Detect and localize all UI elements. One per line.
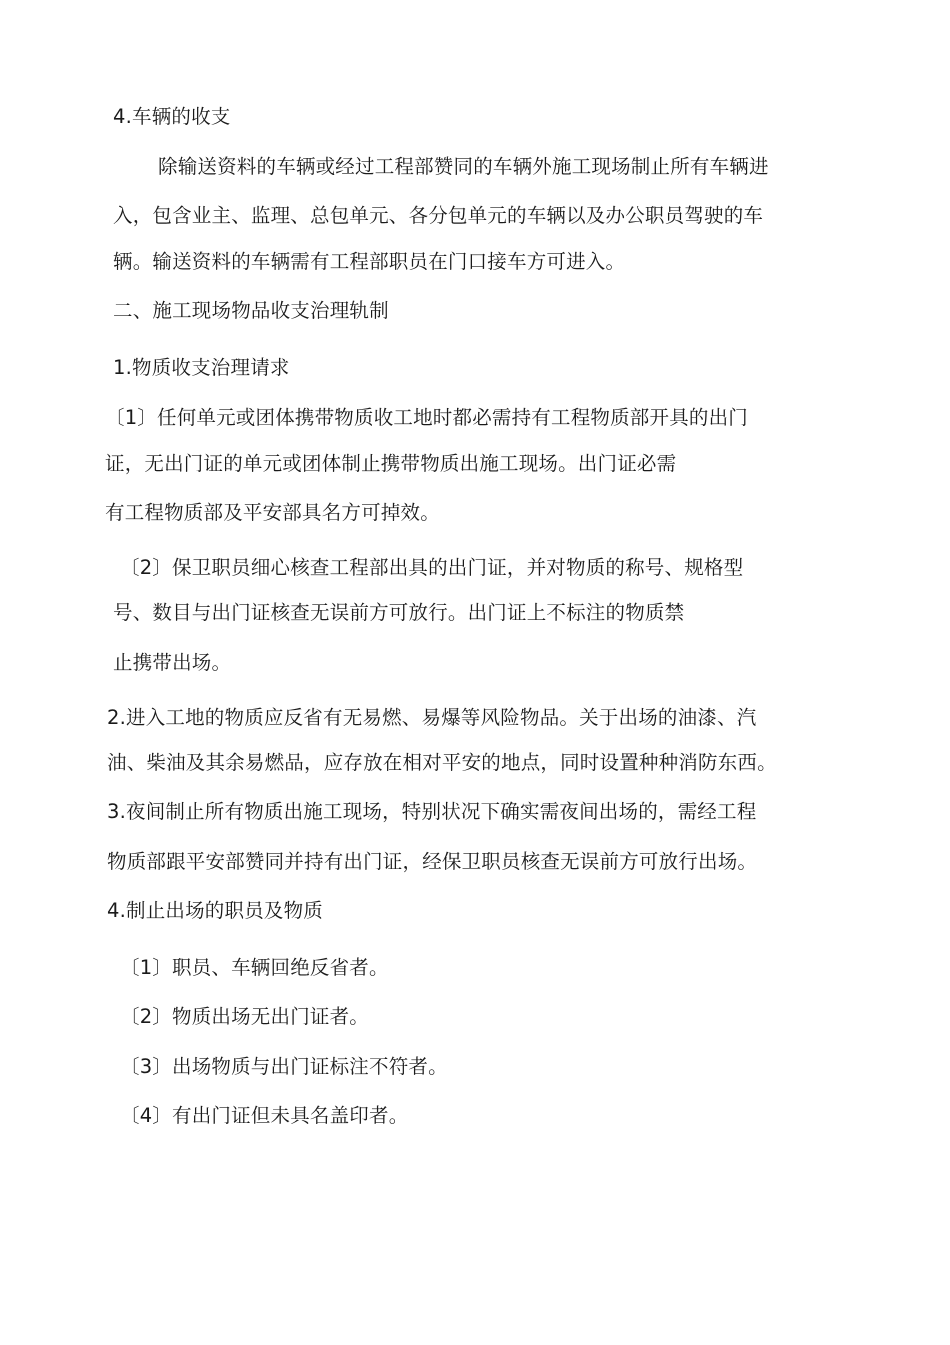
list-item: 〔1〕职员、车辆回绝反省者。 bbox=[120, 956, 389, 979]
chapter-heading: 二、施工现场物品收支治理轨制 bbox=[113, 299, 389, 322]
paragraph-line: 2.进入工地的物质应反省有无易燃、易爆等风险物品。关于出场的油漆、汽 bbox=[107, 706, 757, 729]
section-heading: 1.物质收支治理请求 bbox=[113, 356, 290, 379]
list-item: 〔3〕出场物质与出门证标注不符者。 bbox=[120, 1055, 448, 1078]
section-heading-vehicles: 4.车辆的收支 bbox=[113, 105, 231, 128]
section-heading: 4.制止出场的职员及物质 bbox=[107, 899, 324, 922]
paragraph-line: 3.夜间制止所有物质出施工现场，特别状况下确实需夜间出场的，需经工程 bbox=[107, 800, 757, 823]
paragraph-line: 号、数目与出门证核查无误前方可放行。出门证上不标注的物质禁 bbox=[113, 601, 685, 624]
paragraph-line: 〔1〕任何单元或团体携带物质收工地时都必需持有工程物质部开具的出门 bbox=[105, 406, 749, 429]
paragraph-line: 有工程物质部及平安部具名方可掉效。 bbox=[105, 501, 440, 524]
paragraph-line: 证，无出门证的单元或团体制止携带物质出施工现场。出门证必需 bbox=[105, 452, 677, 475]
paragraph-line: 止携带出场。 bbox=[113, 651, 232, 674]
paragraph-line: 除输送资料的车辆或经过工程部赞同的车辆外施工现场制止所有车辆进 bbox=[158, 155, 769, 178]
paragraph-line: 入，包含业主、监理、总包单元、各分包单元的车辆以及办公职员驾驶的车 bbox=[113, 204, 764, 227]
list-item: 〔4〕有出门证但未具名盖印者。 bbox=[120, 1104, 409, 1127]
paragraph-line: 物质部跟平安部赞同并持有出门证，经保卫职员核查无误前方可放行出场。 bbox=[107, 850, 758, 873]
paragraph-line: 〔2〕保卫职员细心核查工程部出具的出门证，并对物质的称号、规格型 bbox=[120, 556, 744, 579]
paragraph-line: 油、柴油及其余易燃品，应存放在相对平安的地点，同时设置种种消防东西。 bbox=[107, 751, 777, 774]
list-item: 〔2〕物质出场无出门证者。 bbox=[120, 1005, 370, 1028]
paragraph-line: 辆。输送资料的车辆需有工程部职员在门口接车方可进入。 bbox=[113, 250, 626, 273]
